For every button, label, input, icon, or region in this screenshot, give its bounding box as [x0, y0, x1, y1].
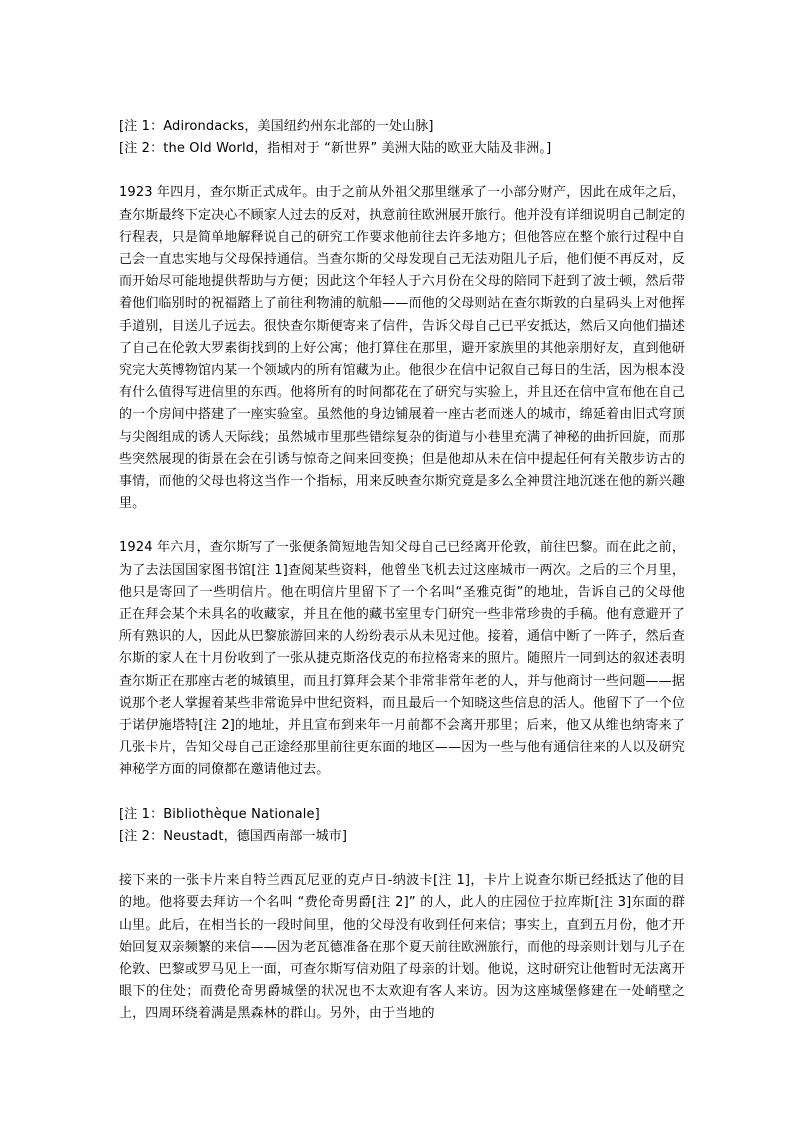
footnote: [注 1：Bibliothèque Nationale] [119, 806, 320, 822]
paragraph-gap [119, 848, 685, 870]
footnote-block-2 [119, 804, 685, 848]
paragraph-gap [119, 160, 685, 182]
footnote: [注 2：the Old World，指相对于 “新世界” 美洲大陆的欧亚大陆及非洲。] [119, 141, 552, 157]
paragraph-gap [119, 782, 685, 804]
footnote: [注 2：Neustadt，德国西南部一城市] [119, 828, 348, 844]
footnote: [注 1：Adirondacks，美国纽约州东北部的一处山脉] [119, 119, 434, 134]
paragraph-1924: 1924 年六月，查尔斯写了一张便条简短地告知父母自己已经离开伦敦，前往巴黎。而在此之前，为了去法国国家图书馆[注 1]查阅某些资料，他曾坐飞机去过这座城市一两次。之后的三个月里，他只是寄回了一些明信片。他在明信片里留下了一个名叫“圣雅克街”的地址，告诉自己的父母他正在拜会某个未具名的收藏家，并且在他的藏书室里专门研究一些非常珍贵的手稿。他有意避开了所有熟识的人，因此从巴黎旅游回来的人纷纷表示从未见过他。接着，通信中断了一阵子，然后查尔斯的家人在十月份收到了一张从捷克斯洛伐克的布拉格寄来的照片。随照片一同到达的叙述表明查尔斯正在那座古老的城镇里，而且打算拜会某个非常非常年老的人，并与他商讨一些问题——据说那个老人掌握着某些非常诡异中世纪资料，而且最后一个知晓这些信息的活人。他留下了一个位于诺伊施塔特[注 2]的地址，并且宣布到来年一月前都不会离开那里；后来，他又从维也纳寄来了几张卡片，告知父母自己正途经那里前往更东面的地区——因为一些与他有通信往来的人以及研究神秘学方面的同僚都在邀请他过去。 [119, 540, 685, 778]
paragraph-gap [119, 515, 685, 537]
paragraph-transylvania: 接下来的一张卡片来自特兰西瓦尼亚的克卢日-纳波卡[注 1]，卡片上说查尔斯已经抵达了他的目的地。他将要去拜访一个名叫 “费伦奇男爵[注 2]” 的人，此人的庄园位于拉库斯[注 3]东面的群山里。此后，在相当长的一段时间里，他的父母没有收到任何来信；事实上，直到五月份，他才开始回复双亲频繁的来信——因为老瓦德准备在那个夏天前往欧洲旅行，而他的母亲则计划与儿子在伦敦、巴黎或罗马见上一面，可查尔斯写信劝阻了母亲的计划。他说，这时研究让他暂时无法离开眼下的住处；而费伦奇男爵城堡的状况也不太欢迎有客人来访。因为这座城堡修建在一处峭壁之上，四周环绕着满是黑森林的群山。另外，由于当地的 [119, 873, 685, 1022]
paragraph-1923: 1923 年四月，查尔斯正式成年。由于之前从外祖父那里继承了一小部分财产，因此在成年之后，查尔斯最终下定决心不顾家人过去的反对，执意前往欧洲展开旅行。他并没有详细说明自己制定的行程表，只是简单地解释说自己的研究工作要求他前往去许多地方；但他答应在整个旅行过程中自己会一直忠实地与父母保持通信。当查尔斯的父母发现自己无法劝阻儿子后，他们便不再反对，反而开始尽可能地提供帮助与方便；因此这个年轻人于六月份在父母的陪同下赶到了波士顿，然后带着他们临别时的祝福踏上了前往利物浦的航船——而他的父母则站在查尔斯敦的白星码头上对他挥手道别，目送儿子远去。很快查尔斯便寄来了信件，告诉父母自己已平安抵达，然后又向他们描述了自己在伦敦大罗素街找到的上好公寓；他打算住在那里，避开家族里的其他亲朋好友，直到他研究完大英博物馆内某一个领域内的所有馆藏为止。他很少在信中记叙自己每日的生活，因为根本没有什么值得写进信里的东西。他将所有的时间都花在了研究与实验上，并且还在信中宣布他在自己的一个房间中搭建了一座实验室。虽然他的身边铺展着一座古老而迷人的城市，绵延着由旧式穹顶与尖阁组成的诱人天际线；虽然城市里那些错综复杂的街道与小巷里充满了神秘的曲折回旋，而那些突然展现的街景在会在引诱与惊奇之间来回变换；但是他却从未在信中提起任何有关散步访古的事情，而他的父母也将这当作一个指标，用来反映查尔斯究竟是多么全神贯注地沉迷在他的新兴趣里。 [119, 185, 685, 512]
footnote-block-1 [119, 116, 685, 160]
document-page [119, 116, 685, 1026]
